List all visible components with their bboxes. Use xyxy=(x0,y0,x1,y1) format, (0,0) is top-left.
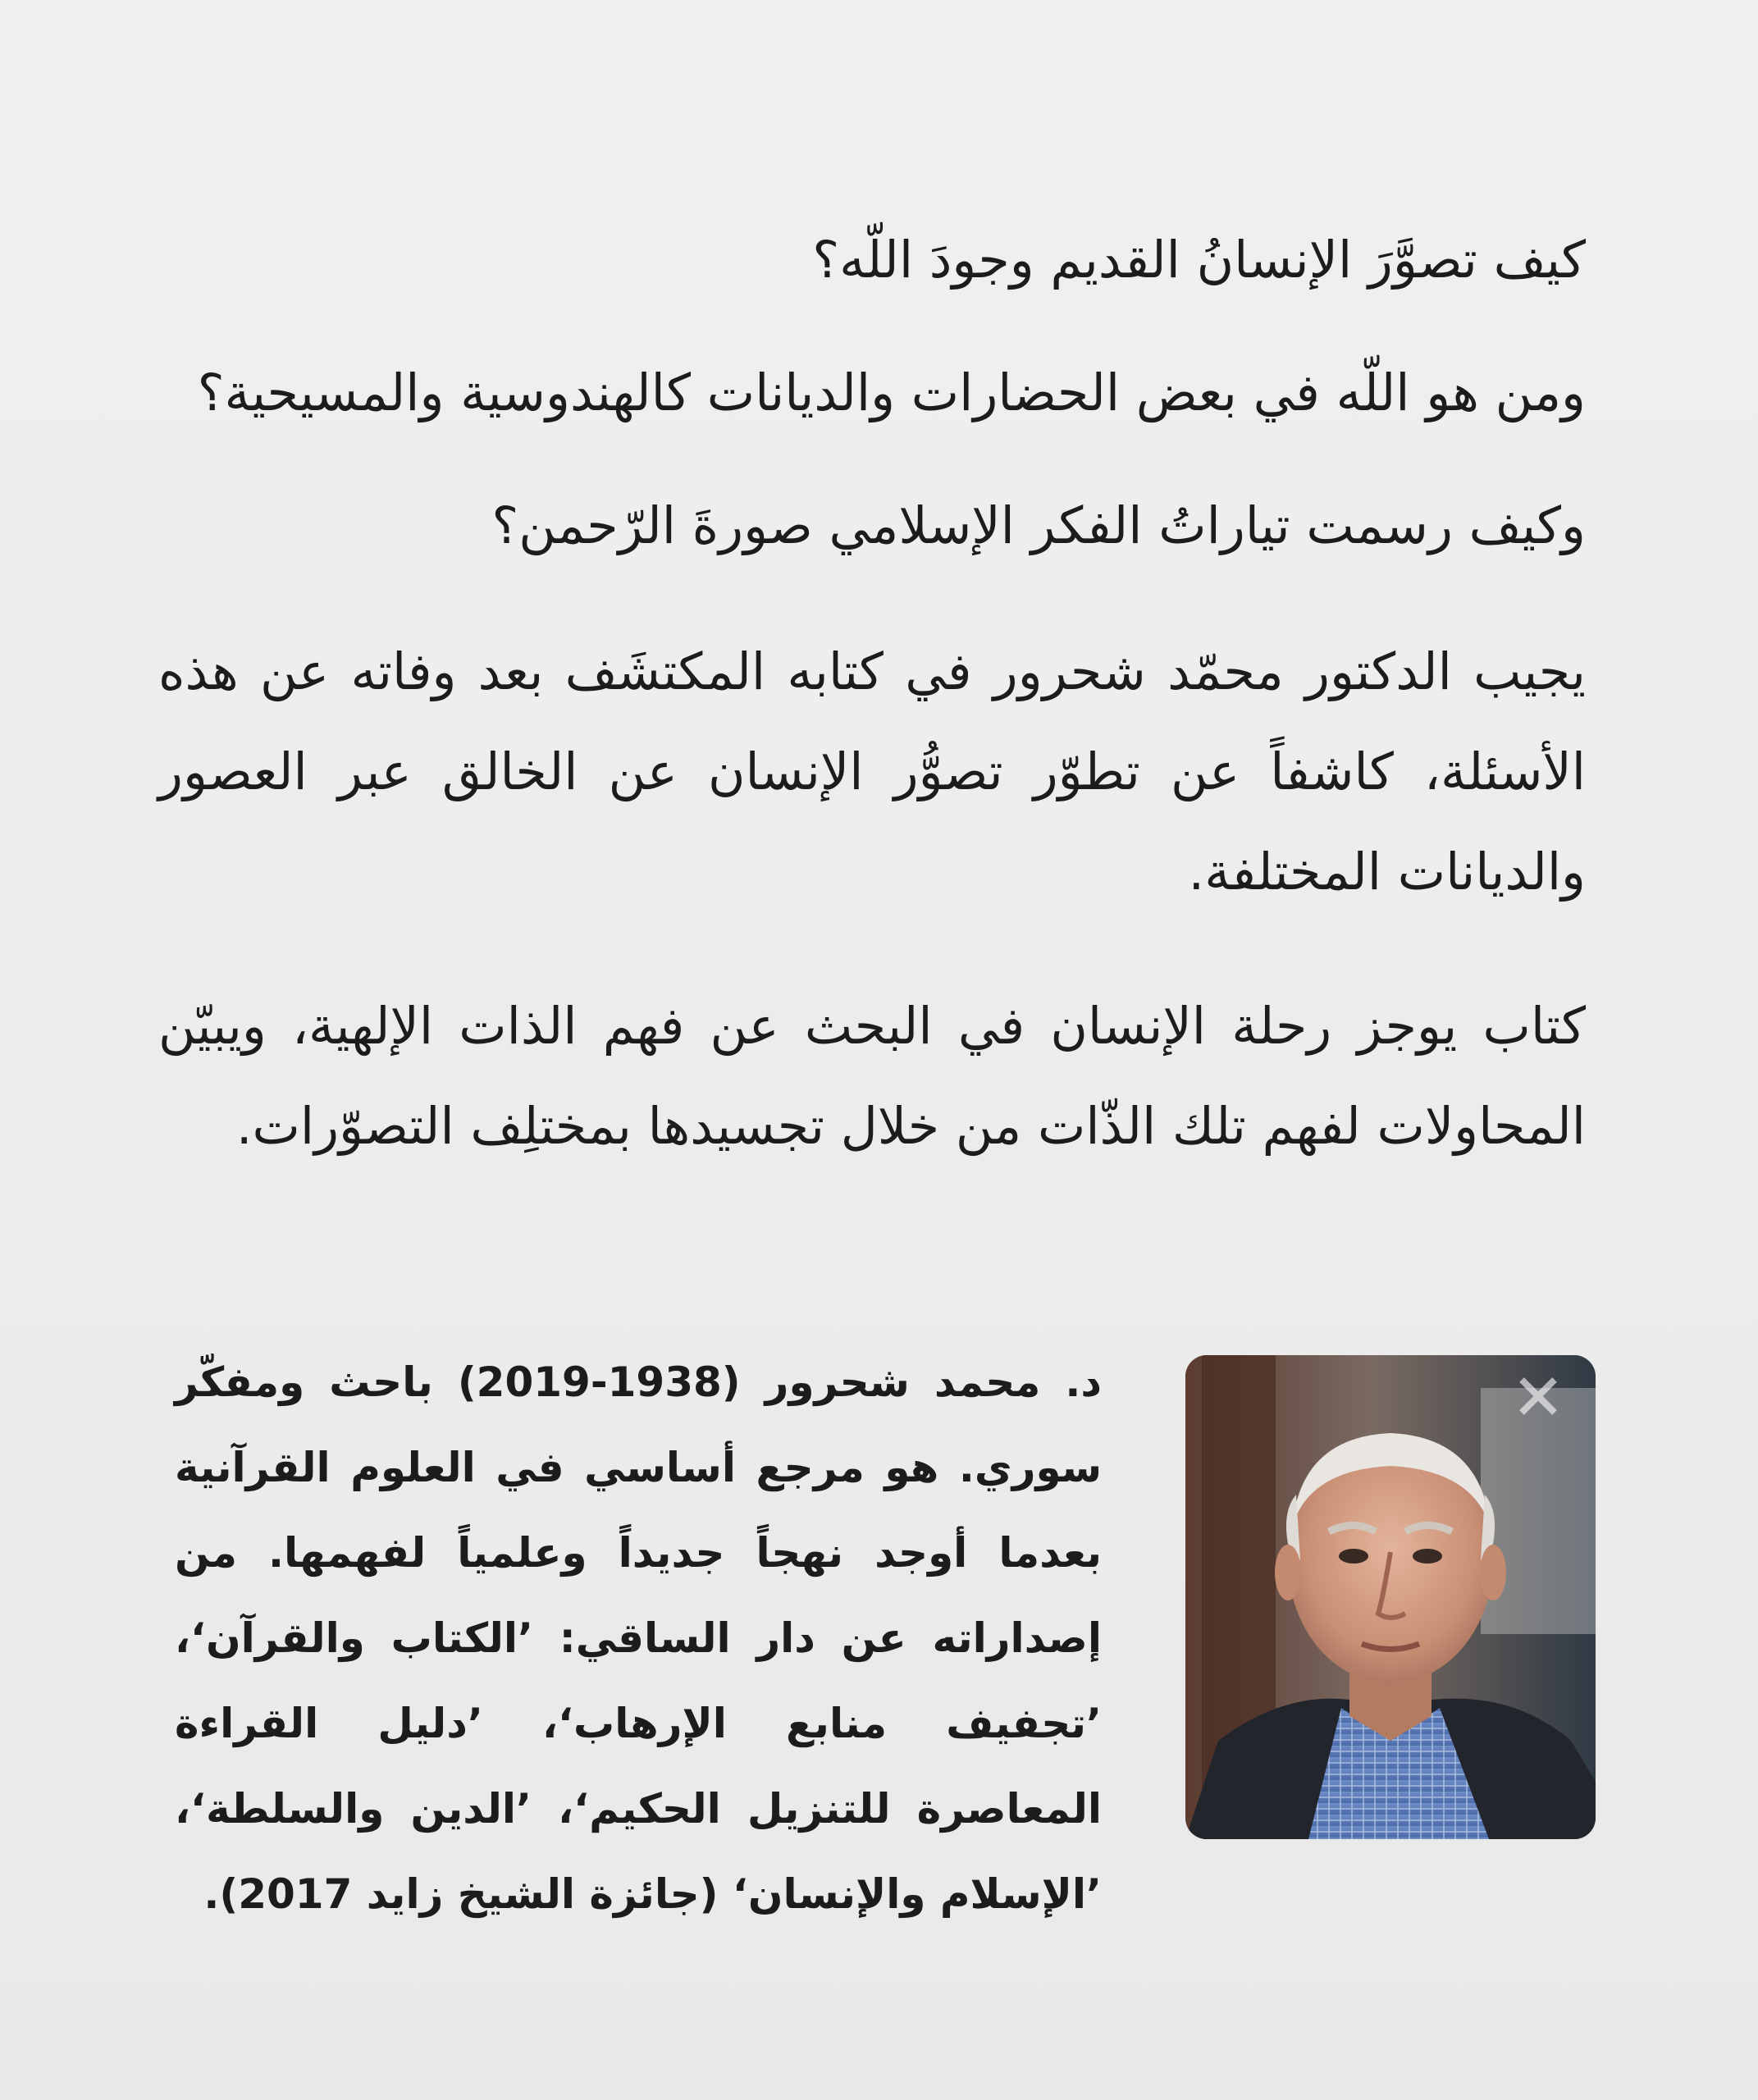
author-bio: د. محمد شحرور (1938-2019) باحث ومفكّر سوري. هو مرجع أساسي في العلوم القرآنية بعدما أوجد نهجاً جديداً وعلمياً لفهمها. من إصداراته عن دار الساقي: ’الكتاب والقرآن‘، ’تجفيف منابع الإرهاب‘، ’دليل القراءة المعاصرة للتنزيل الحكيم‘، ’الدين والسلطة‘، ’الإسلام والإنسان‘ (جائزة الشيخ زايد 2017). xyxy=(175,1358,1102,1918)
question-3: وكيف رسمت تياراتُ الفكر الإسلامي صورةَ الرّحمن؟ xyxy=(491,495,1586,555)
author-photo xyxy=(1185,1355,1596,1839)
question-1: كيف تصوَّرَ الإنسانُ القديم وجودَ اللّه؟ xyxy=(812,230,1586,290)
question-2: ومن هو اللّه في بعض الحضارات والديانات كالهندوسية والمسيحية؟ xyxy=(197,363,1586,422)
description-paragraph-2: كتاب يوجز رحلة الإنسان في البحث عن فهم الذات الإلهية، ويبيّن المحاولات لفهم تلك الذّات من خلال تجسيدها بمختلِف التصوّرات. xyxy=(158,996,1586,1156)
description-paragraph-1: يجيب الدكتور محمّد شحرور في كتابه المكتشَف بعد وفاته عن هذه الأسئلة، كاشفاً عن تطوّر تصوُّر الإنسان عن الخالق عبر العصور والديانات المختلفة. xyxy=(158,641,1586,902)
questions-block xyxy=(175,215,1586,614)
